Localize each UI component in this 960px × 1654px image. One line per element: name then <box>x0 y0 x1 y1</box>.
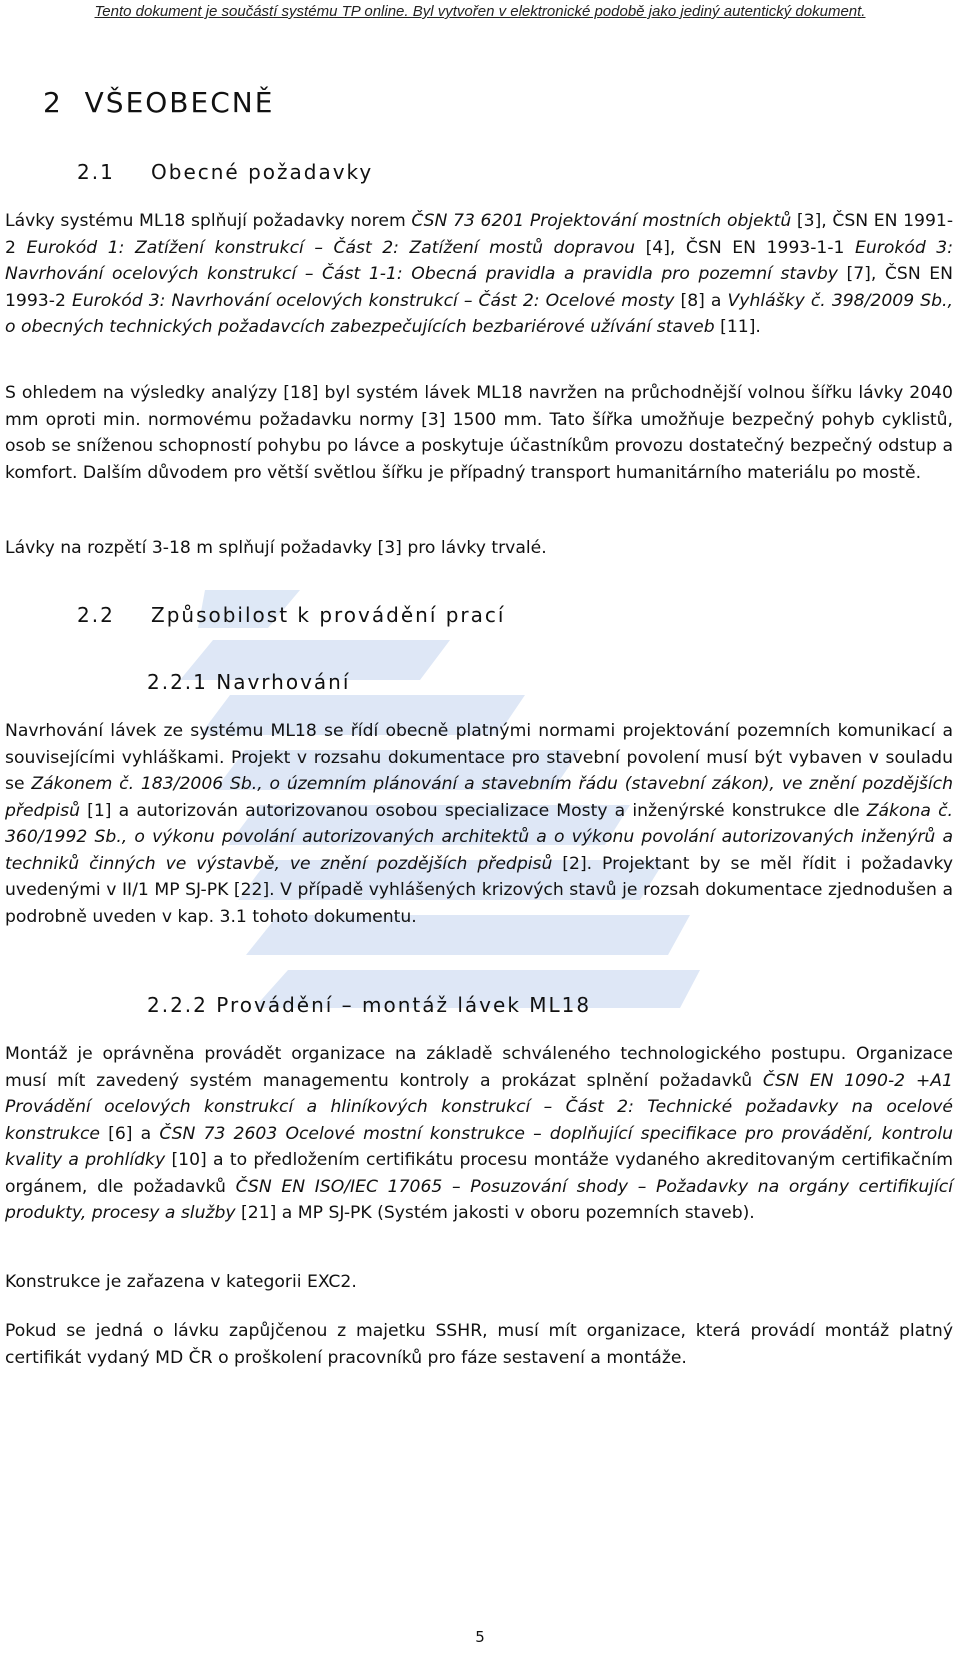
paragraph-category: Konstrukce je zařazena v kategorii EXC2. <box>5 1272 357 1292</box>
section-heading-2-2-1: 2.2.1 Navrhování <box>147 670 351 694</box>
section-heading-2-2-2: 2.2.2 Provádění – montáž lávek ML18 <box>147 993 592 1017</box>
paragraph-sshr: Pokud se jedná o lávku zapůjčenou z majetku SSHR, musí mít organizace, která provádí montáž platný certifikát vydaný MD ČR o proškolení pracovníků pro fáze sestavení a montáže. <box>5 1321 953 1368</box>
section-heading-2-1: 2.1 Obecné požadavky <box>77 160 374 184</box>
paragraph-width-analysis: S ohledem na výsledky analýzy [18] byl systém lávek ML18 navržen na průchodnější volnou šířku lávky 2040 mm oproti min. normovému požadavku normy [3] 1500 mm. Tato šířka umožňuje bezpečný pohyb cyklistů, osob se sníženou schopností pohybu po lávce a poskytuje účastníkům provozu dostatečný bezpečný odstup a komfort. Dalším důvodem pro větší světlou šířku je případný transport humanitárního materiálu po mostě. <box>5 383 953 483</box>
document-authenticity-banner: Tento dokument je součástí systému TP online. Byl vytvořen v elektronické podobě jako jediný autentický dokument. <box>94 3 866 20</box>
paragraph-assembly: Montáž je oprávněna provádět organizace na základě schváleného technologického postupu. Organizace musí mít zavedený systém managementu kontroly a prokázat splnění požadavků ČSN EN 1090-2 +A1 Provádění ocelových konstrukcí a hliníkových konstrukcí – Část 2: Technické požadavky na ocelové konstrukce [6] a ČSN 73 2603 Ocelové mostní konstrukce – doplňující specifikace pro provádění, kontrolu kvality a prohlídky [10] a to předložením certifikátu procesu montáže vydaného akreditovaným certifikačním orgánem, dle požadavků ČSN EN ISO/IEC 17065 – Posuzování shody – Požadavky na orgány certifikující produkty, procesy a služby [21] a MP SJ-PK (Systém jakosti v oboru pozemních staveb). <box>5 1044 953 1223</box>
paragraph-span: Lávky na rozpětí 3-18 m splňují požadavky [3] pro lávky trvalé. <box>5 538 547 558</box>
paragraph-design: Navrhování lávek ze systému ML18 se řídí obecně platnými normami projektování pozemních komunikací a souvisejícími vyhláškami. Projekt v rozsahu dokumentace pro stavební povolení musí být vybaven v souladu se Zákonem č. 183/2006 Sb., o územním plánování a stavebním řádu (stavební zákon), ve znění pozdějších předpisů [1] a autorizován autorizovanou osobou specializace Mosty a inženýrské konstrukce dle Zákona č. 360/1992 Sb., o výkonu povolání autorizovaných architektů a o výkonu povolání autorizovaných inženýrů a techniků činných ve výstavbě, ve znění pozdějších předpisů [2]. Projektant by se měl řídit i požadavky uvedenými v II/1 MP SJ-PK [22]. V případě vyhlášených krizových stavů je rozsah dokumentace zjednodušen a podrobně uveden v kap. 3.1 tohoto dokumentu. <box>5 721 954 927</box>
chapter-heading: 2 VŠEOBECNĚ <box>43 86 275 119</box>
paragraph-standards: Lávky systému ML18 splňují požadavky norem ČSN 73 6201 Projektování mostních objektů [3], ČSN EN 1991-2 Eurokód 1: Zatížení konstrukcí – Část 2: Zatížení mostů dopravou [4], ČSN EN 1993-1-1 Eurokód 3: Navrhování ocelových konstrukcí – Část 1-1: Obecná pravidla a pravidla pro pozemní stavby [7], ČSN EN 1993-2 Eurokód 3: Navrhování ocelových konstrukcí – Část 2: Ocelové mosty [8] a Vyhlášky č. 398/2009 Sb., o obecných technických požadavcích zabezpečujících bezbariérové užívání staveb [11]. <box>5 211 954 337</box>
section-heading-2-2: 2.2 Způsobilost k provádění prací <box>77 603 506 627</box>
page-number: 5 <box>475 1628 485 1646</box>
